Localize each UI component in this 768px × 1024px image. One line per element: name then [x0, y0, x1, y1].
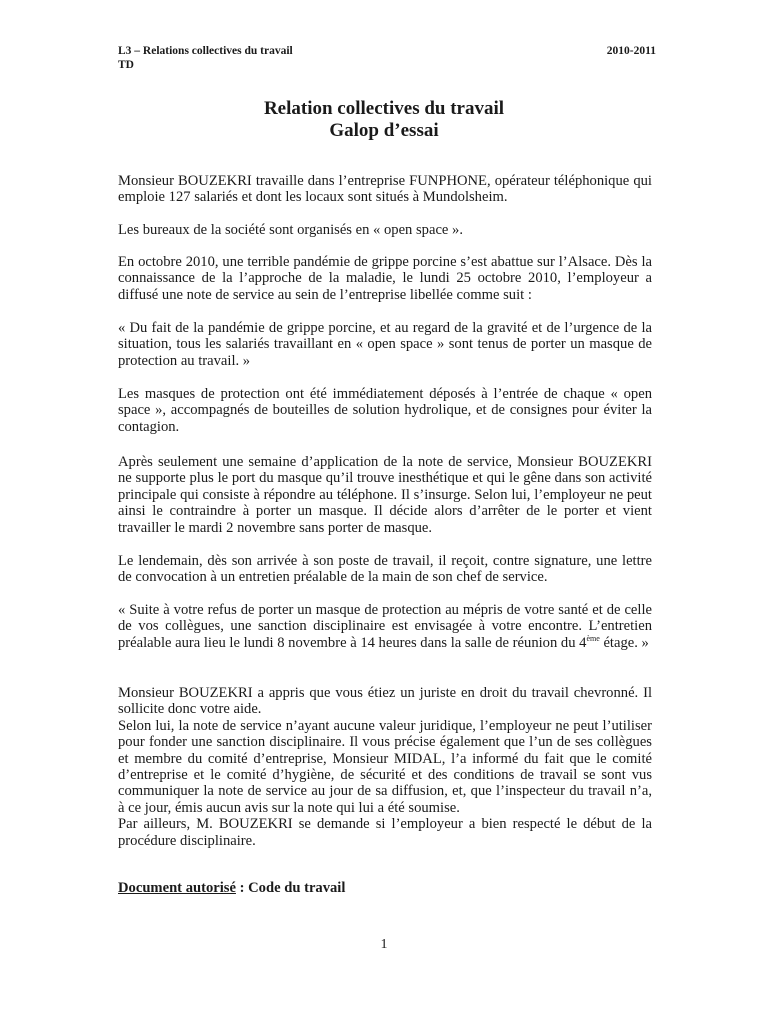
paragraph-open-space: Les bureaux de la société sont organisés en « open space ».	[118, 222, 464, 238]
paragraph-masks: Les masques de protection ont été immédiatement déposés à l’entrée de chaque « open space », accompagnés de bouteilles de solution hydrolique, et de consignes pour éviter la contagion.	[118, 386, 652, 435]
paragraph-service-note: « Du fait de la pandémie de grippe porcine, et au regard de la gravité et de l’urgence de la situation, tous les salariés travaillant en « open space » sont tenus de porter un masque de protection au travail. »	[118, 320, 652, 369]
paragraph-pandemic: En octobre 2010, une terrible pandémie de grippe porcine s’est abattue sur l’Alsace. Dès la connaissance de la l’approche de la maladie, le lundi 25 octobre 2010, l’employeur a diffusé une note de service au sein de l’entreprise libellée comme suit :	[118, 254, 652, 303]
title-line-2: Galop d’essai	[329, 120, 439, 141]
letter-text: « Suite à votre refus de porter un masque de protection au mépris de votre santé et de celle de vos collègues, une sanction disciplinaire est envisagée à votre encontre. L’entretien préalable aura lieu le lundi 8 novembre à 14 heures dans la salle de réunion du 4	[118, 602, 652, 651]
authorized-document-separator: :	[235, 880, 249, 896]
course-title: L3 – Relations collectives du travail	[118, 45, 293, 57]
paragraph-letter	[118, 602, 652, 651]
paragraph-intro: Monsieur BOUZEKRI travaille dans l’entreprise FUNPHONE, opérateur téléphonique qui emploie 127 salariés et dont les locaux sont situés à Mundolsheim.	[118, 173, 652, 206]
final-line-2: Selon lui, la note de service n’ayant aucune valeur juridique, l’employeur ne peut l’utiliser pour fonder une sanction disciplinaire. Il vous précise également que l’un de ses collègues et membre du comité d’entreprise, Monsieur MIDAL, l’a informé du fait que le comité d’entreprise et le comité d’hygiène, de sécurité et des conditions de travail se sont vus communiquer la note de service au jour de sa diffusion, et, que l’inspecteur du travail n’a, à ce jour, émis aucun avis sur la note qui lui a été soumise.	[118, 717, 652, 816]
paragraph-convocation: Le lendemain, dès son arrivée à son poste de travail, il reçoit, contre signature, une lettre de convocation à un entretien préalable de la main de son chef de service.	[118, 553, 652, 586]
title-line-1: Relation collectives du travail	[263, 98, 505, 119]
document-type: TD	[118, 59, 134, 71]
page-number: 1	[380, 937, 388, 952]
final-line-3: Par ailleurs, M. BOUZEKRI se demande si l’employeur a bien respecté le début de la procédure disciplinaire.	[118, 816, 652, 849]
authorized-document-label: Document autorisé	[118, 880, 236, 896]
letter-superscript: ème	[586, 633, 600, 643]
authorized-document	[118, 880, 345, 897]
final-line-1: Monsieur BOUZEKRI a appris que vous étiez un juriste en droit du travail chevronné. Il sollicite donc votre aide.	[118, 685, 652, 718]
header-left	[118, 44, 293, 72]
letter-tail: étage. »	[599, 634, 649, 651]
academic-year: 2010-2011	[606, 45, 656, 57]
paragraph-refusal: Après seulement une semaine d’application de la note de service, Monsieur BOUZEKRI ne supporte plus le port du masque qu’il trouve inesthétique et qui le gêne dans son activité principale qui consiste à répondre au téléphone. Il s’insurge. Selon lui, l’employeur ne peut ainsi le contraindre à porter un masque. Il décide alors d’arrêter de le porter et vient travailler le mardi 2 novembre sans porter de masque.	[118, 454, 652, 536]
authorized-document-value: Code du travail	[248, 880, 346, 896]
paragraph-final	[118, 685, 652, 849]
page-title	[0, 98, 768, 142]
